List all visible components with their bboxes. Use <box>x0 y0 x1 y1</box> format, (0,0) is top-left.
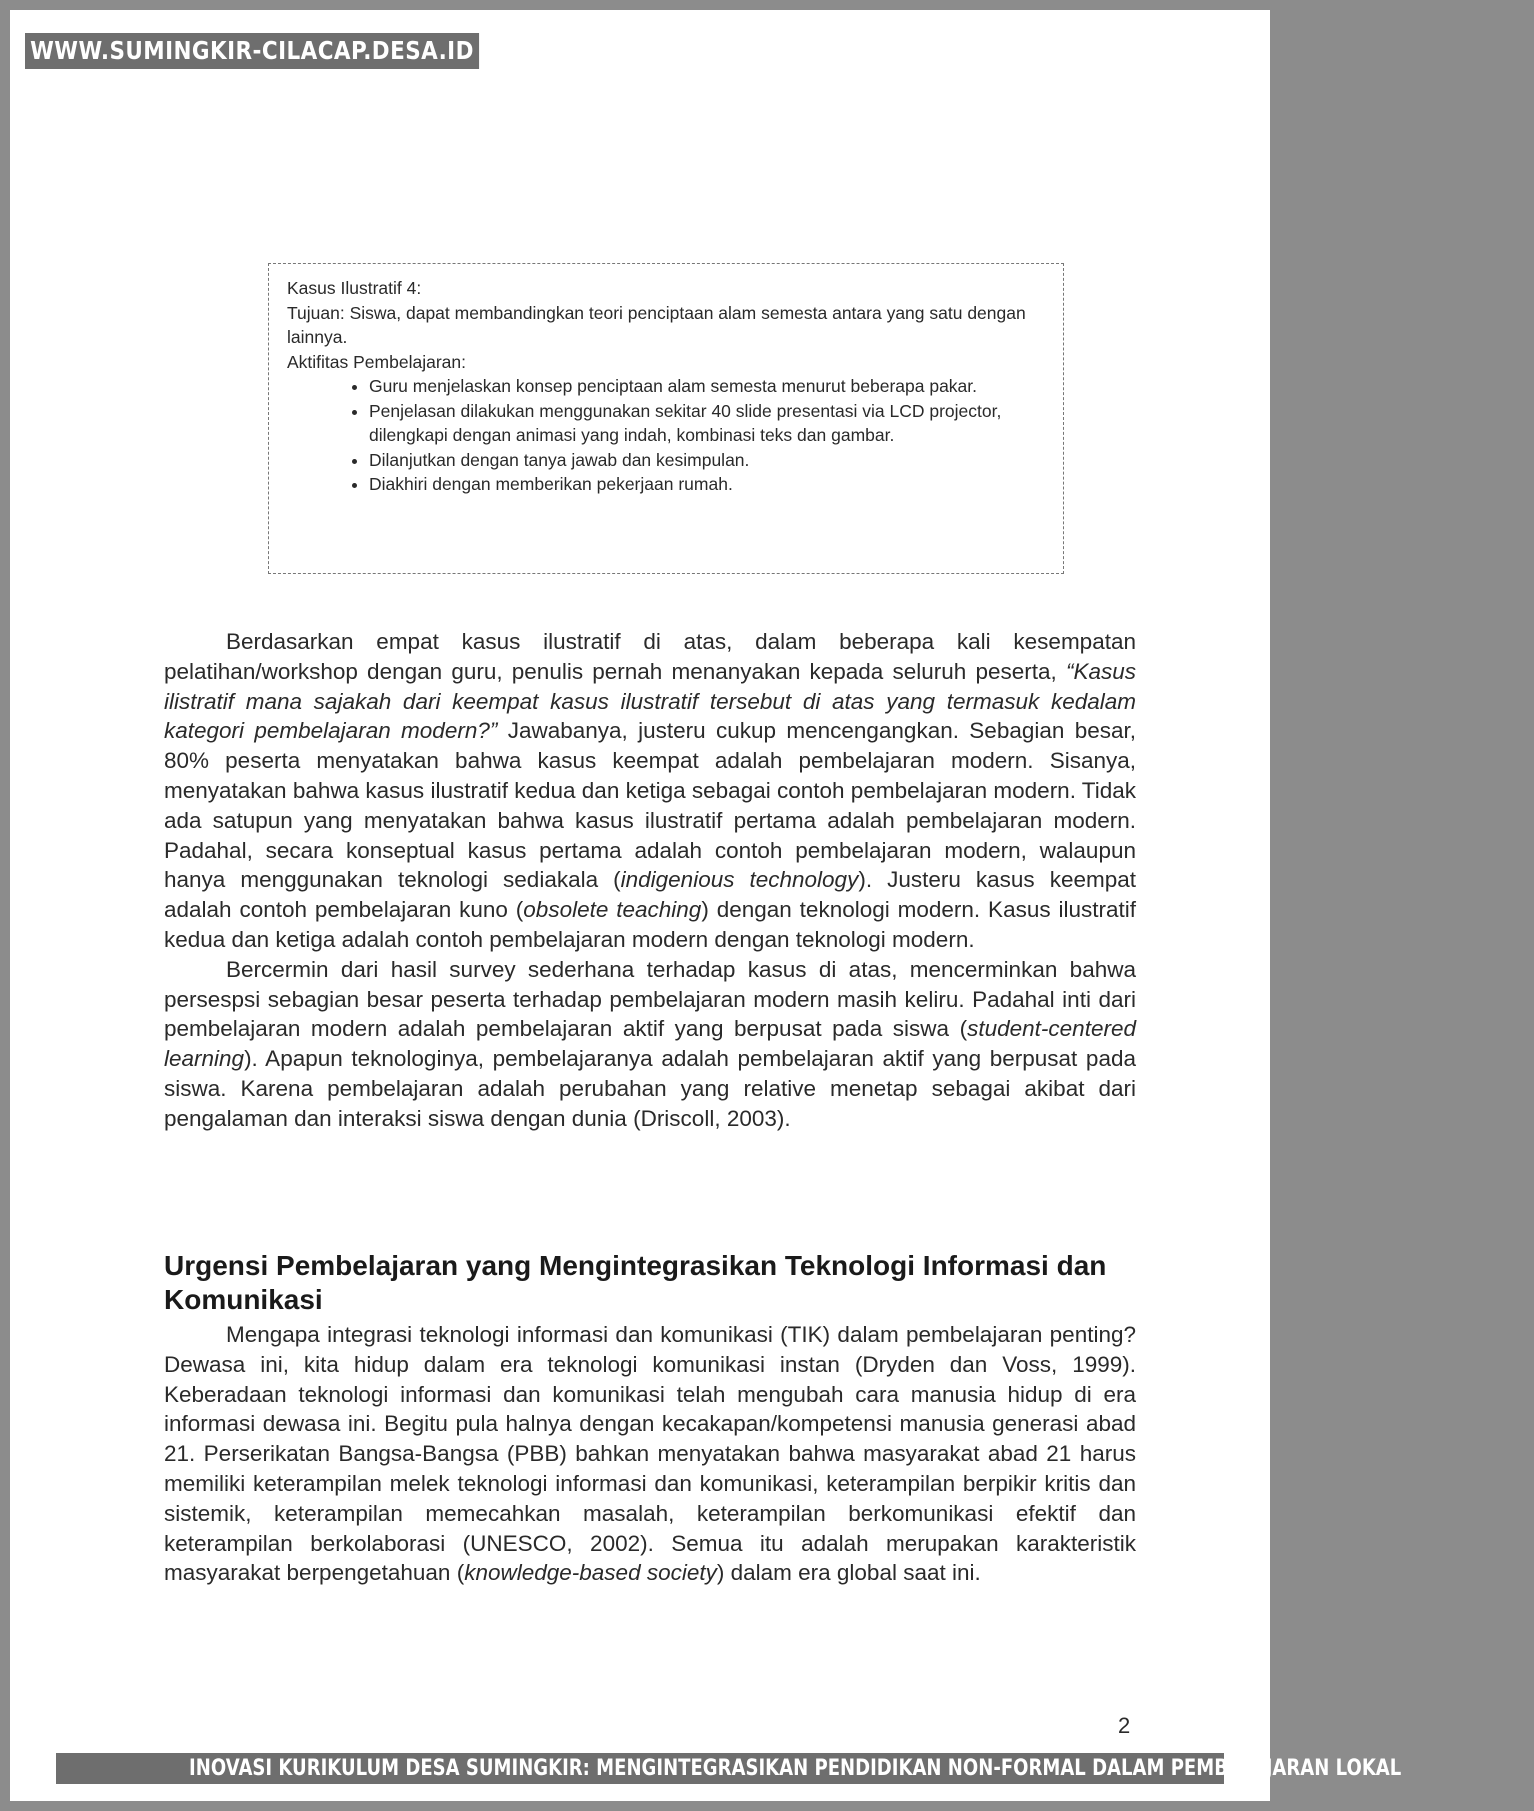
list-item: • Diakhiri dengan memberikan pekerjaan rumah. <box>369 472 1047 497</box>
case-activities-label: Aktifitas Pembelajaran: <box>287 351 466 372</box>
list-item: • Guru menjelaskan konsep penciptaan alam semesta menurut beberapa pakar. <box>369 374 1047 399</box>
paragraph-2: Bercermin dari hasil survey sederhana terhadap kasus di atas, mencerminkan bahwa persespsi sebagian besar peserta terhadap pembelajaran modern masih keliru. Padahal inti dari pembelajaran modern adalah pembelajaran aktif yang berpusat pada siswa (student-centered learning). Apapun teknologinya, pembelajaranya adalah pembelajaran aktif yang berpusat pada siswa. Karena pembelajaran adalah perubahan yang relative menetap sebagai akibat dari pengalaman dan interaksi siswa dengan dunia (Driscoll, 2003). <box>164 956 1136 1131</box>
body-text-section-1 <box>164 627 1136 1134</box>
case-title: Kasus Ilustratif 4: <box>287 278 422 298</box>
case-activities-list <box>287 374 1047 497</box>
list-item: • Penjelasan dilakukan menggunakan sekitar 40 slide presentasi via LCD projector, dilengkapi dengan animasi yang indah, kombinasi teks dan gambar. <box>369 399 1047 448</box>
list-item: • Dilanjutkan dengan tanya jawab dan kesimpulan. <box>369 448 1047 473</box>
case-goal: Tujuan: Siswa, dapat membandingkan teori penciptaan alam semesta antara yang satu dengan lainnya. <box>287 302 1026 347</box>
footer-caption-label: INOVASI KURIKULUM DESA SUMINGKIR: MENGINTEGRASIKAN PENDIDIKAN NON-FORMAL DALAM PEMBELAJARAN LOKAL <box>56 1753 1224 1784</box>
page-number: 2 <box>1118 1713 1131 1738</box>
illustrative-case-box <box>268 263 1064 574</box>
document-page <box>10 10 1270 1801</box>
paragraph-3: Mengapa integrasi teknologi informasi dan komunikasi (TIK) dalam pembelajaran penting? Dewasa ini, kita hidup dalam era teknologi komunikasi instan (Dryden dan Voss, 1999). Keberadaan teknologi informasi dan komunikasi telah mengubah cara manusia hidup di era informasi dewasa ini. Begitu pula halnya dengan kecakapan/kompetensi manusia generasi abad 21. Perserikatan Bangsa-Bangsa (PBB) bahkan menyatakan bahwa masyarakat abad 21 harus memiliki keterampilan melek teknologi informasi dan komunikasi, keterampilan berpikir kritis dan sistemik, keterampilan memecahkan masalah, keterampilan berkomunikasi efektif dan keterampilan berkolaborasi (UNESCO, 2002). Semua itu adalah merupakan karakteristik masyarakat berpengetahuan (knowledge-based society) dalam era global saat ini. <box>164 1322 1136 1586</box>
site-watermark-label: WWW.SUMINGKIR-CILACAP.DESA.ID <box>25 33 479 69</box>
section-heading: Urgensi Pembelajaran yang Mengintegrasikan Teknologi Informasi dan Komunikasi <box>164 1250 1107 1315</box>
body-text-section-2 <box>164 1320 1136 1588</box>
paragraph-1: Berdasarkan empat kasus ilustratif di atas, dalam beberapa kali kesempatan pelatihan/workshop dengan guru, penulis pernah menanyakan kepada seluruh peserta, “Kasus ilistratif mana sajakah dari keempat kasus ilustratif tersebut di atas yang termasuk kedalam kategori pembelajaran modern?” Jawabanya, justeru cukup mencengangkan. Sebagian besar, 80% peserta menyatakan bahwa kasus keempat adalah pembelajaran modern. Sisanya, menyatakan bahwa kasus ilustratif kedua dan ketiga sebagai contoh pembelajaran modern. Tidak ada satupun yang menyatakan bahwa kasus ilustratif pertama adalah pembelajaran modern. Padahal, secara konseptual kasus pertama adalah contoh pembelajaran modern, walaupun hanya menggunakan teknologi sediakala (indigenious technology). Justeru kasus keempat adalah contoh pembelajaran kuno (obsolete teaching) dengan teknologi modern. Kasus ilustratif kedua dan ketiga adalah contoh pembelajaran modern dengan teknologi modern. <box>164 629 1137 952</box>
